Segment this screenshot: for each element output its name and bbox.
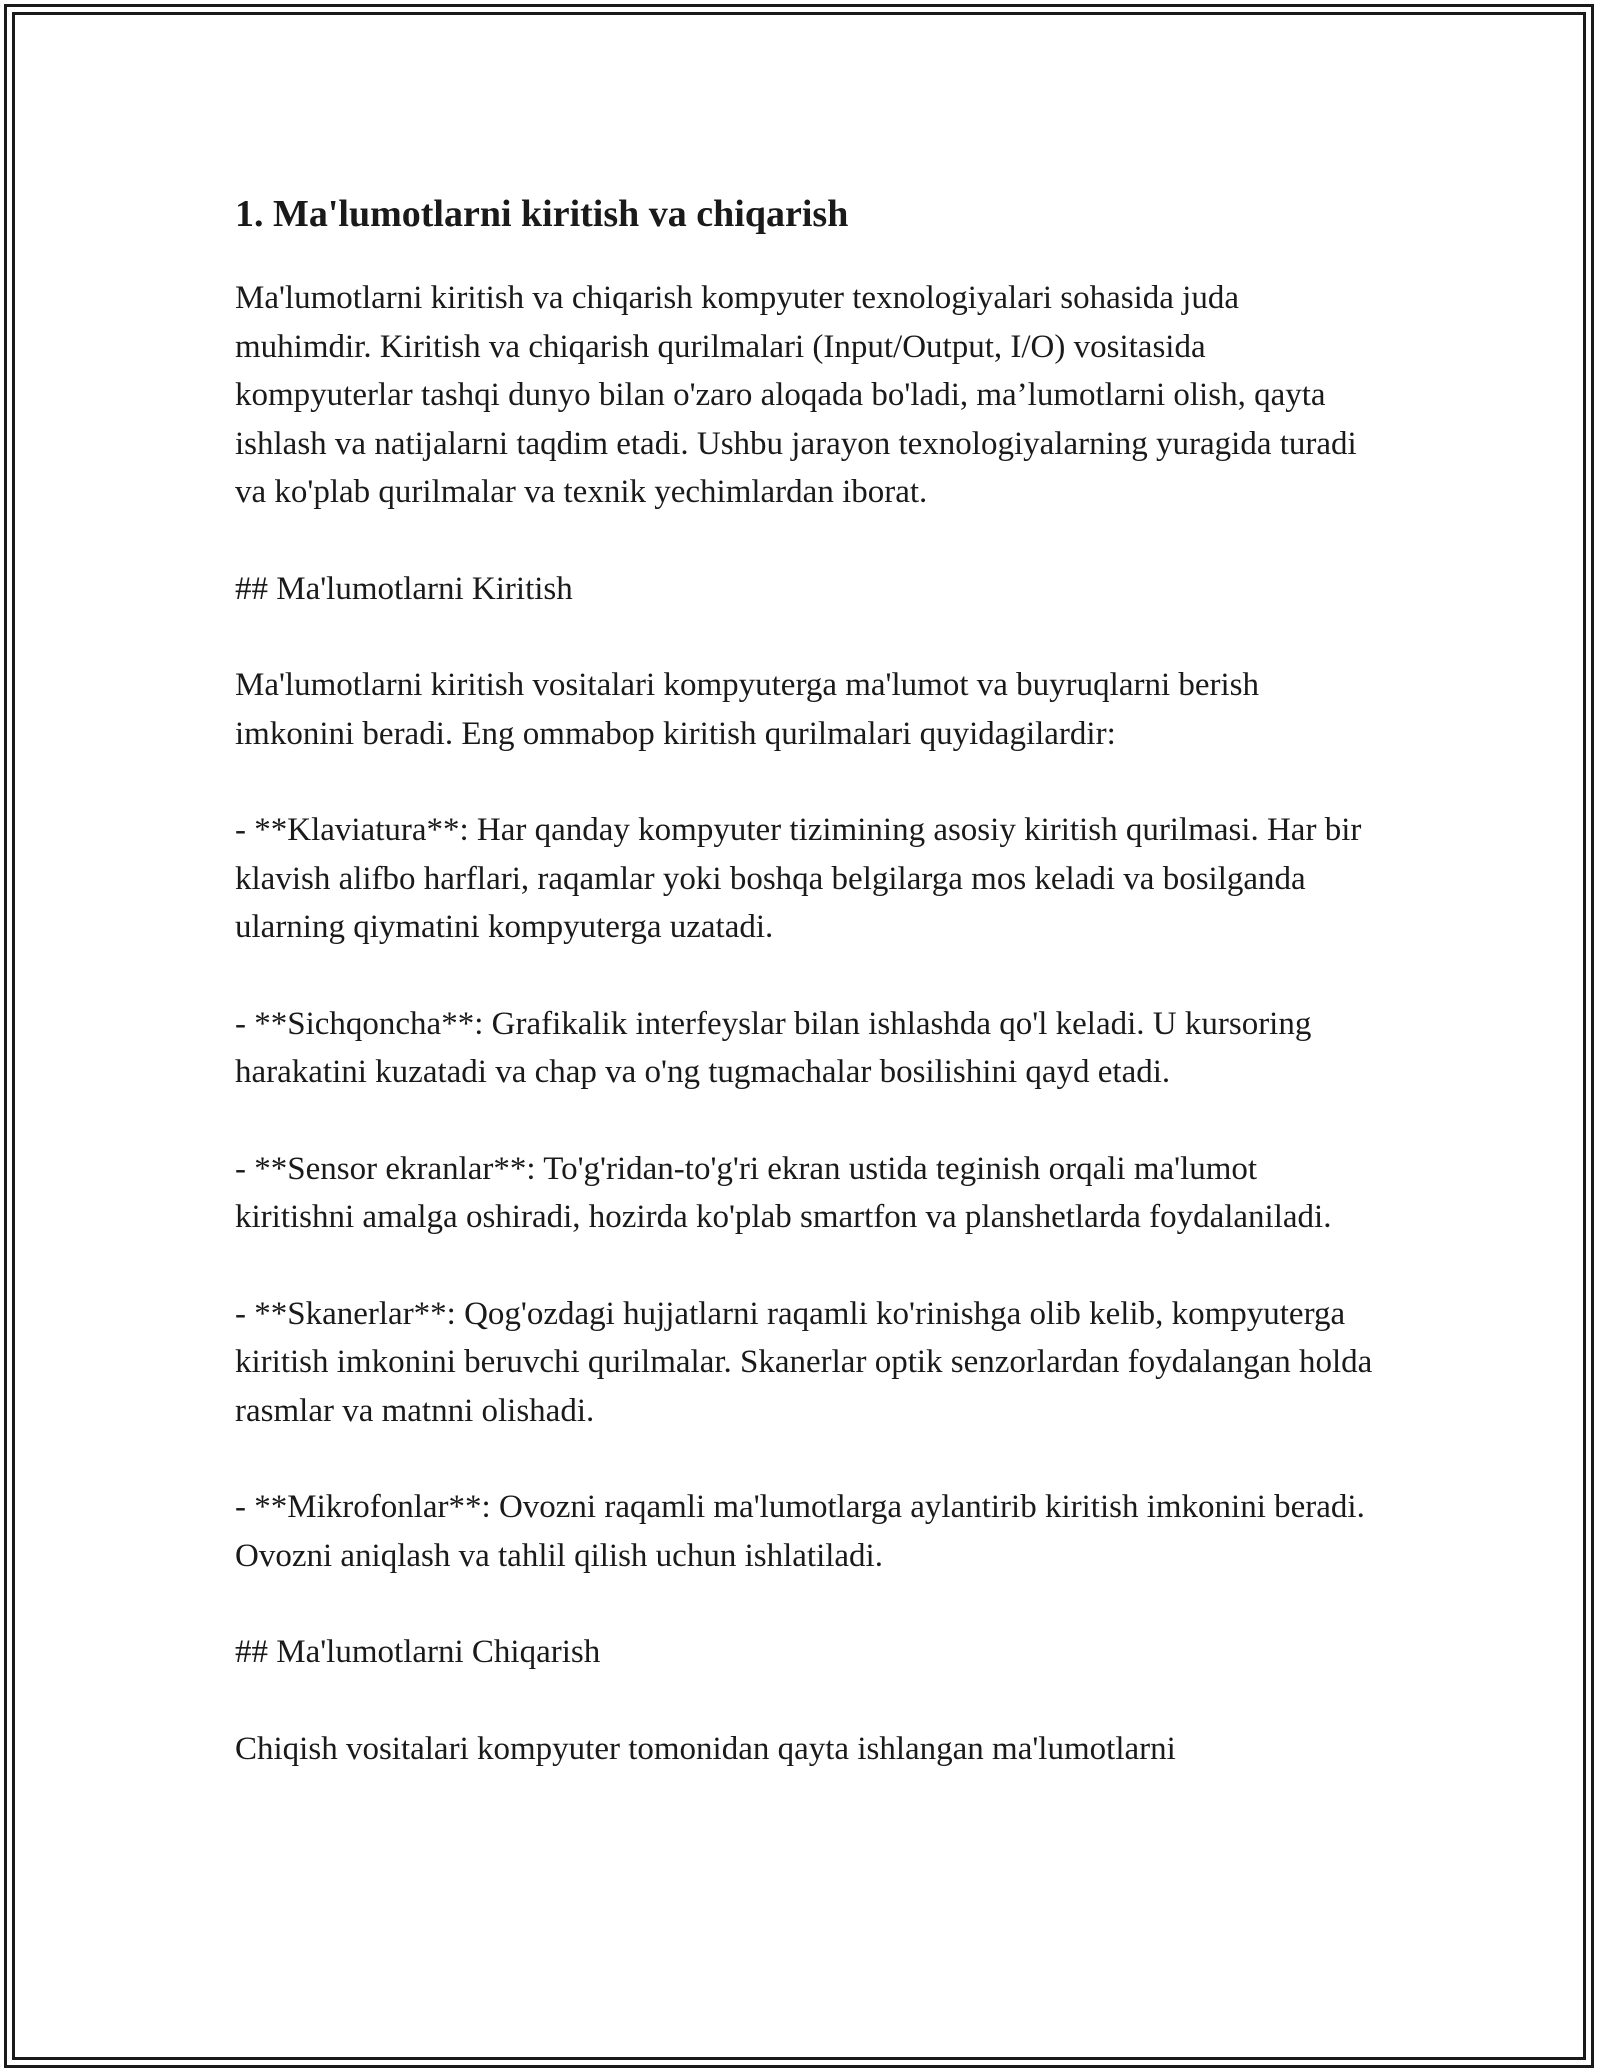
section-heading-kiritish: ## Ma'lumotlarni Kiritish: [235, 570, 573, 607]
document-title: 1. Ma'lumotlarni kiritish va chiqarish: [235, 193, 849, 235]
chiqarish-intro-paragraph: Chiqish vositalari kompyuter tomonidan qayta ishlangan ma'lumotlarni: [235, 1730, 1176, 1767]
section-heading-chiqarish: ## Ma'lumotlarni Chiqarish: [235, 1634, 601, 1670]
list-item-mikrofonlar: - **Mikrofonlar**: Ovozni raqamli ma'lumotlarga aylantirib kiritish imkonini beradi. Ovozni aniqlash va tahlil qilish uchun ishlatiladi.: [235, 1489, 1365, 1574]
list-item-sensor-ekranlar: - **Sensor ekranlar**: To'g'ridan-to'g'ri ekran ustida teginish orqali ma'lumot kiritishni amalga oshiradi, hozirda ko'plab smartfon va planshetlarda foydalaniladi.: [235, 1150, 1332, 1235]
list-item-klaviatura: - **Klaviatura**: Har qanday kompyuter tizimining asosiy kiritish qurilmasi. Har bir klavish alifbo harflari, raqamlar yoki boshqa belgilarga mos keladi va bosilganda ularning qiymatini kompyuterga uzatadi.: [235, 812, 1362, 945]
list-item-sichqoncha: - **Sichqoncha**: Grafikalik interfeyslar bilan ishlashda qo'l keladi. U kursoring harakatini kuzatadi va chap va o'ng tugmachalar bosilishini qayd etadi.: [235, 1005, 1312, 1090]
intro-paragraph: Ma'lumotlarni kiritish va chiqarish kompyuter texnologiyalari sohasida juda muhimdir. Kiritish va chiqarish qurilmalari (Input/Output, I/O) vositasida kompyuterlar tashqi dunyo bilan o'zaro aloqada bo'ladi, ma’lumotlarni olish, qayta ishlash va natijalarni taqdim etadi. Ushbu jarayon texnologiyalarning yuragida turadi va ko'plab qurilmalar va texnik yechimlardan iborat.: [235, 280, 1357, 510]
document-body: [235, 186, 1375, 1821]
kiritish-intro-paragraph: Ma'lumotlarni kiritish vositalari kompyuterga ma'lumot va buyruqlarni berish imkonini beradi. Eng ommabop kiritish qurilmalari quyidagilardir:: [235, 667, 1260, 752]
list-item-skanerlar: - **Skanerlar**: Qog'ozdagi hujjatlarni raqamli ko'rinishga olib kelib, kompyuterga kiritish imkonini beruvchi qurilmalar. Skanerlar optik senzorlardan foydalangan holda rasmlar va matnni olishadi.: [235, 1295, 1373, 1429]
